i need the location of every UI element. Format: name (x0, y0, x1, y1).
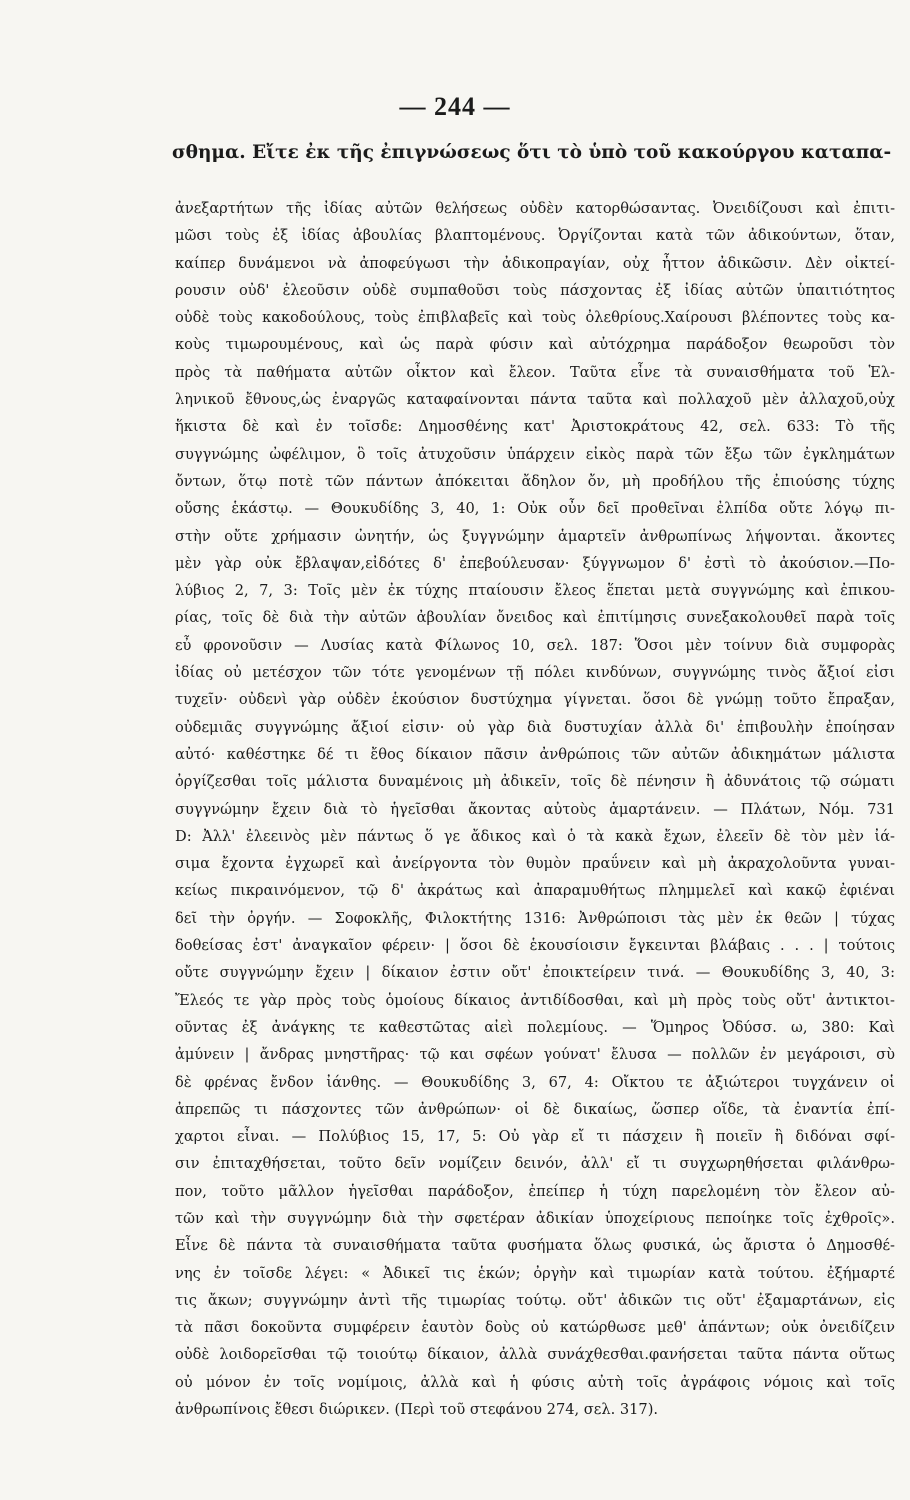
text-line: οὐδὲ λοιδορεῖσθαι τῷ τοιούτῳ δίκαιον, ἀλλὰ συνάχθεσθαι.φανήσεται ταῦτα πάντα οὕτως (175, 1346, 895, 1364)
text-line: οὔτε συγγνώμην ἔχειν | δίκαιον ἐστιν οὔτ' ἐποικτείρειν τινά. — Θουκυδίδης 3, 40, 3: (175, 964, 895, 982)
text-line: αὐτό· καθέστηκε δέ τι ἔθος δίκαιον πᾶσιν ἀνθρώποις τῶν αὐτῶν ἀδικημάτων μάλιστα (175, 745, 895, 763)
text-line: Ἔλεός τε γὰρ πρὸς τοὺς ὁμοίους δίκαιος ἀντιδίδοσθαι, καὶ μὴ πρὸς τοὺς οὔτ' ἀντικτοι- (175, 991, 895, 1009)
text-line: ὄντων, ὅτῳ ποτὲ τῶν πάντων ἀπόκειται ἄδηλον ὄν, μὴ προδήλου τῆς ἐπιούσης τύχης (175, 472, 895, 490)
text-line: ἀμύνειν | ἄνδρας μνηστῆρας· τῷ και σφέων γούνατ' ἔλυσα — πολλῶν ἐν μεγάροισι, σὺ (175, 1046, 895, 1064)
text-line: ἰδίας οὐ μετέσχον τῶν τότε γενομένων τῇ πόλει κινδύνων, συγγνώμης τινὸς ἄξιοί εἰσι (175, 664, 895, 682)
text-line: D: Ἀλλ' ἐλεεινὸς μὲν πάντως ὅ γε ἄδικος καὶ ὁ τὰ κακὰ ἔχων, ἐλεεῖν δὲ τὸν μὲν ἰά- (175, 827, 895, 845)
text-line: πρὸς τὰ παθήματα αὐτῶν οἶκτον καὶ ἔλεον. Ταῦτα εἶνε τὰ συναισθήματα τοῦ Ἑλ- (175, 363, 895, 381)
text-line: οὐδεμιᾶς συγγνώμης ἄξιοί εἰσιν· οὐ γὰρ διὰ δυστυχίαν ἀλλὰ δι' ἐπιβουλὴν ἐποίησαν (175, 718, 895, 736)
text-line: ἥκιστα δὲ καὶ ἐν τοῖσδε: Δημοσθένης κατ' Ἀριστοκράτους 42, σελ. 633: Τὸ τῆς (175, 418, 895, 436)
page-number: — 244 — (399, 92, 511, 121)
text-line: στὴν οὔτε χρήμασιν ὠνητήν, ὡς ξυγγνώμην ἁμαρτεῖν ἀνθρωπίνως λήψονται. ἄκοντες (175, 527, 895, 545)
text-line: δοθείσας ἐστ' ἀναγκαῖον φέρειν· | ὅσοι δὲ ἑκουσίοισιν ἔγκεινται βλάβαις . . . | τούτοις (175, 937, 895, 955)
text-line: λύβιος 2, 7, 3: Τοῖς μὲν ἐκ τύχης πταίουσιν ἔλεος ἕπεται μετὰ συγγνώμης καὶ ἐπικου- (175, 582, 895, 600)
text-line: νης ἐν τοῖσδε λέγει: « Ἀδικεῖ τις ἑκών; ὀργὴν καὶ τιμωρίαν κατὰ τούτου. ἐξήμαρτέ (175, 1264, 895, 1282)
text-line: ρίας, τοῖς δὲ διὰ τὴν αὐτῶν ἀβουλίαν ὄνειδος καὶ ἐπιτίμησις συνεξακολουθεῖ παρὰ τοῖς (175, 609, 895, 627)
text-line: τῶν καὶ τὴν συγγνώμην διὰ τὴν σφετέραν ἀδικίαν ὑποχείριους πεποίηκε τοῖς ἐχθροῖς». (175, 1209, 895, 1227)
text-line: ὀργίζεσθαι τοῖς μάλιστα δυναμένοις μὴ ἀδικεῖν, τοῖς δὲ πένησιν ἢ ἀδυνάτοις τῷ σώματι (175, 773, 895, 791)
text-line: τὰ πᾶσι δοκοῦντα συμφέρειν ἑαυτὸν δοὺς οὐ κατώρθωσε μεθ' ἁπάντων; οὐκ ὀνειδίζειν (175, 1319, 895, 1337)
text-line: καίπερ δυνάμενοι νὰ ἀποφεύγωσι τὴν ἀδικοπραγίαν, οὐχ ἧττον ἀδικῶσιν. Δὲν οἰκτεί- (175, 254, 895, 272)
text-line: οὐδὲ τοὺς κακοδούλους, τοὺς ἐπιβλαβεῖς καὶ τοὺς ὀλεθρίους.Χαίρουσι βλέποντες τοὺς κα- (175, 309, 895, 327)
text-line: δεῖ τὴν ὀργήν. — Σοφοκλῆς, Φιλοκτήτης 1316: Ἀνθρώποισι τὰς μὲν ἐκ θεῶν | τύχας (175, 909, 895, 927)
text-line: ἀπρεπῶς τι πάσχοντες τῶν ἀνθρώπων· οἱ δὲ δικαίως, ὥσπερ οἵδε, τὰ ἐναντία ἐπί- (175, 1100, 895, 1118)
text-line: κείως πικραινόμενον, τῷ δ' ἀκράτως καὶ ἀπαραμυθήτως πλημμελεῖ καὶ κακῷ ἐφιέναι (175, 882, 895, 900)
text-line: ληνικοῦ ἔθνους,ὡς ἐναργῶς καταφαίνονται πάντα ταῦτα καὶ πολλαχοῦ μὲν ἀλλαχοῦ,οὐχ (175, 391, 895, 409)
text-line: εὖ φρονοῦσιν — Λυσίας κατὰ Φίλωνος 10, σελ. 187: Ὅσοι μὲν τοίνυν διὰ συμφορὰς (175, 636, 895, 654)
text-line: τις ἄκων; συγγνώμην ἀντὶ τῆς τιμωρίας τούτῳ. οὔτ' ἀδικῶν τις οὔτ' ἐξαμαρτάνων, εἰς (175, 1291, 895, 1309)
text-line: ἀνεξαρτήτων τῆς ἰδίας αὐτῶν θελήσεως οὐδὲν κατορθώσαντας. Ὀνειδίζουσι καὶ ἐπιτι- (175, 200, 895, 217)
text-line: ἀνθρωπίνοις ἔθεσι διώρικεν. (Περὶ τοῦ στεφάνου 274, σελ. 317). (175, 1401, 659, 1419)
text-line: τυχεῖν· οὐδενὶ γὰρ οὐδὲν ἑκούσιον δυστύχημα γίγνεται. ὅσοι δὲ γνώμῃ τοῦτο ἔπραξαν, (175, 691, 895, 709)
text-line: ρουσιν οὐδ' ἐλεοῦσιν οὐδὲ συμπαθοῦσι τοὺς πάσχοντας ἐξ ἰδίας αὐτῶν ὑπαιτιότητος (175, 281, 895, 299)
text-line: πον, τοῦτο μᾶλλον ἡγεῖσθαι παράδοξον, ἐπείπερ ἡ τύχη παρελομένη τὸν ἔλεον αὐ- (175, 1182, 895, 1200)
text-line: οὔσης ἑκάστῳ. — Θουκυδίδης 3, 40, 1: Οὐκ οὖν δεῖ προθεῖναι ἐλπίδα οὔτε λόγῳ πι- (175, 500, 895, 518)
text-line: χαρτοι εἶναι. — Πολύβιος 15, 17, 5: Οὐ γὰρ εἴ τι πάσχειν ἢ ποιεῖν ἢ διδόναι σφί- (175, 1128, 895, 1146)
text-line: σιμα ἔχοντα ἐγχωρεῖ καὶ ἀνείργοντα τὸν θυμὸν πραΰνειν καὶ μὴ ἀκραχολοῦντα γυναι- (175, 855, 895, 873)
text-line: οὐ μόνον ἐν τοῖς νομίμοις, ἀλλὰ καὶ ἡ φύσις αὐτὴ τοῖς ἀγράφοις νόμοις καὶ τοῖς (175, 1373, 895, 1391)
continuation-heading-line: σθημα. Εἴτε ἐκ τῆς ἐπιγνώσεως ὅτι τὸ ὑπὸ τοῦ κακούργου καταπα- (172, 142, 892, 163)
text-line: συγγνώμην ἔχειν διὰ τὸ ἡγεῖσθαι ἄκοντας αὐτοὺς ἁμαρτάνειν. — Πλάτων, Νόμ. 731 (175, 800, 895, 818)
body-text (175, 195, 895, 1423)
text-line: συγγνώμης ὠφέλιμον, ὃ τοῖς ἀτυχοῦσιν ὑπάρχειν εἰκὸς παρὰ τῶν ἔξω τῶν ἐγκλημάτων (175, 445, 895, 463)
text-line: Εἶνε δὲ πάντα τὰ συναισθήματα ταῦτα φυσήματα ὅλως φυσικά, ὡς ἄριστα ὁ Δημοσθέ- (175, 1237, 895, 1255)
text-line: σιν ἐπιταχθήσεται, τοῦτο δεῖν νομίζειν δεινόν, ἀλλ' εἴ τι συγχωρηθήσεται φιλάνθρω- (175, 1155, 895, 1173)
text-line: μὲν γὰρ οὐκ ἔβλαψαν,εἰδότες δ' ἐπεβούλευσαν· ξύγγνωμον δ' ἐστὶ τὸ ἀκούσιον.—Πο- (175, 554, 895, 572)
text-line: κοὺς τιμωρουμένους, καὶ ὡς παρὰ φύσιν καὶ αὐτόχρημα παράδοξον θεωροῦσι τὸν (175, 336, 895, 354)
text-line: μῶσι τοὺς ἐξ ἰδίας ἀβουλίας βλαπτομένους. Ὀργίζονται κατὰ τῶν ἀδικούντων, ὅταν, (175, 227, 895, 245)
text-line: δὲ φρένας ἔνδον ἰάνθης. — Θουκυδίδης 3, 67, 4: Οἴκτου τε ἀξιώτεροι τυγχάνειν οἱ (175, 1073, 895, 1091)
text-line: οῦντας ἐξ ἀνάγκης τε καθεστῶτας αἰεὶ πολεμίους. — Ὅμηρος Ὀδύσσ. ω, 380: Καὶ (175, 1018, 895, 1036)
